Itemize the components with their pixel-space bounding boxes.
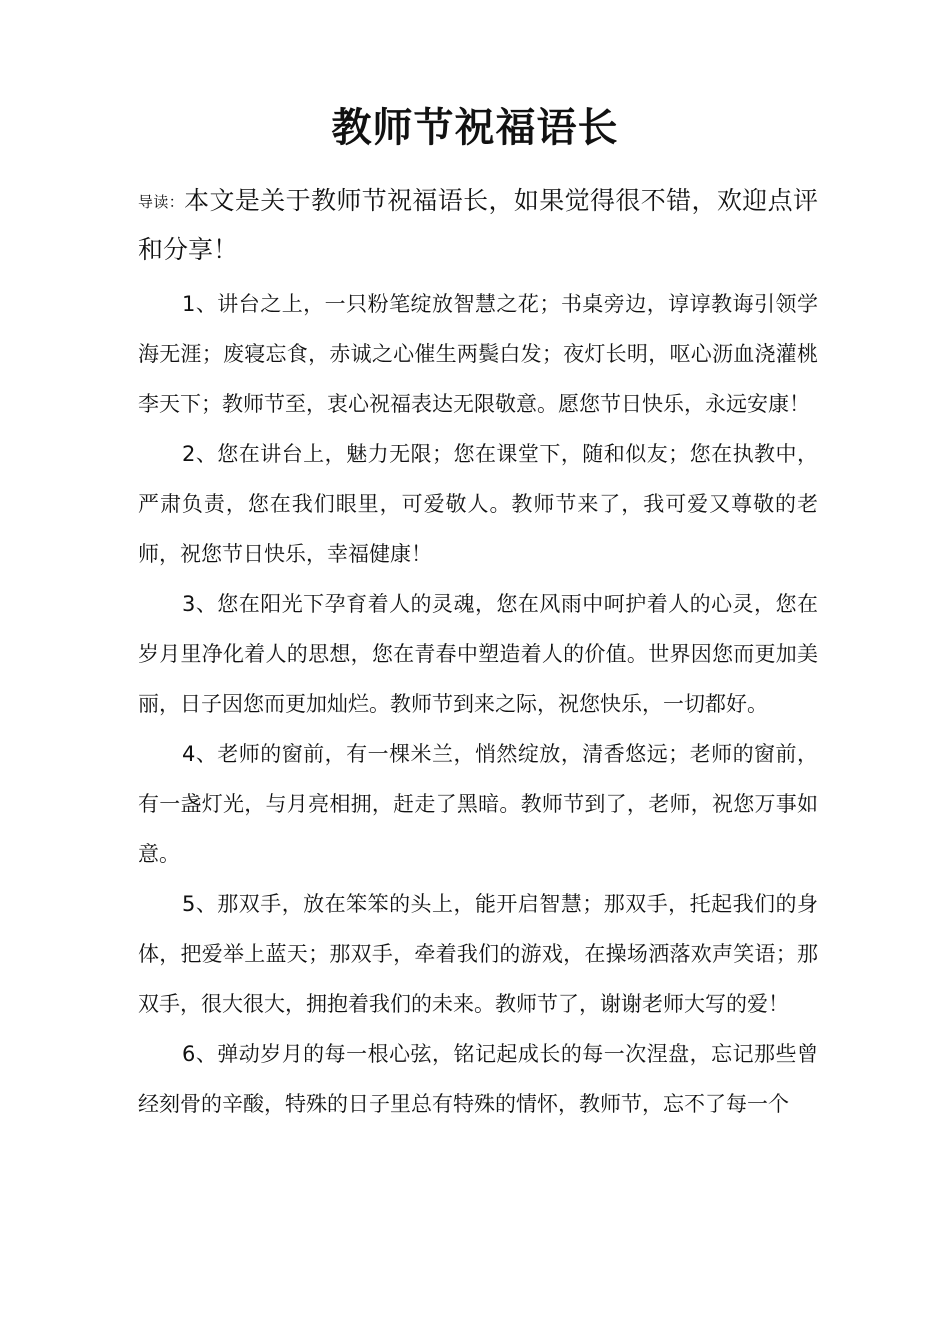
paragraph-3: 3、您在阳光下孕育着人的灵魂，您在风雨中呵护着人的心灵，您在岁月里净化着人的思想，您在青春中塑造着人的价值。世界因您而更加美丽，日子因您而更加灿烂。教师节到来之际，祝您快乐，一切都好。 <box>138 592 818 716</box>
intro-text: 本文是关于教师节祝福语长，如果觉得很不错，欢迎点评和分享！ <box>138 186 818 264</box>
document-body <box>138 279 818 1129</box>
intro-paragraph <box>138 177 818 274</box>
document-title: 教师节祝福语长 <box>331 105 619 151</box>
paragraph-2: 2、您在讲台上，魅力无限；您在课堂下，随和似友；您在执教中，严肃负责，您在我们眼里，可爱敬人。教师节来了，我可爱又尊敬的老师，祝您节日快乐，幸福健康！ <box>138 442 818 566</box>
paragraph-6: 6、弹动岁月的每一根心弦，铭记起成长的每一次涅盘，忘记那些曾经刻骨的辛酸，特殊的日子里总有特殊的情怀，教师节，忘不了每一个 <box>138 1042 818 1116</box>
paragraph-5: 5、那双手，放在笨笨的头上，能开启智慧；那双手，托起我们的身体，把爱举上蓝天；那双手，牵着我们的游戏，在操场洒落欢声笑语；那双手，很大很大，拥抱着我们的未来。教师节了，谢谢老师大写的爱！ <box>138 892 818 1016</box>
intro-label: 导读： <box>138 193 185 211</box>
paragraph-1: 1、讲台之上，一只粉笔绽放智慧之花；书桌旁边，谆谆教诲引领学海无涯；废寝忘食，赤诚之心催生两鬓白发；夜灯长明，呕心沥血浇灌桃李天下；教师节至，衷心祝福表达无限敬意。愿您节日快乐，永远安康！ <box>138 292 818 416</box>
paragraph-4: 4、老师的窗前，有一棵米兰，悄然绽放，清香悠远；老师的窗前，有一盏灯光，与月亮相拥，赶走了黑暗。教师节到了，老师，祝您万事如意。 <box>138 742 818 866</box>
